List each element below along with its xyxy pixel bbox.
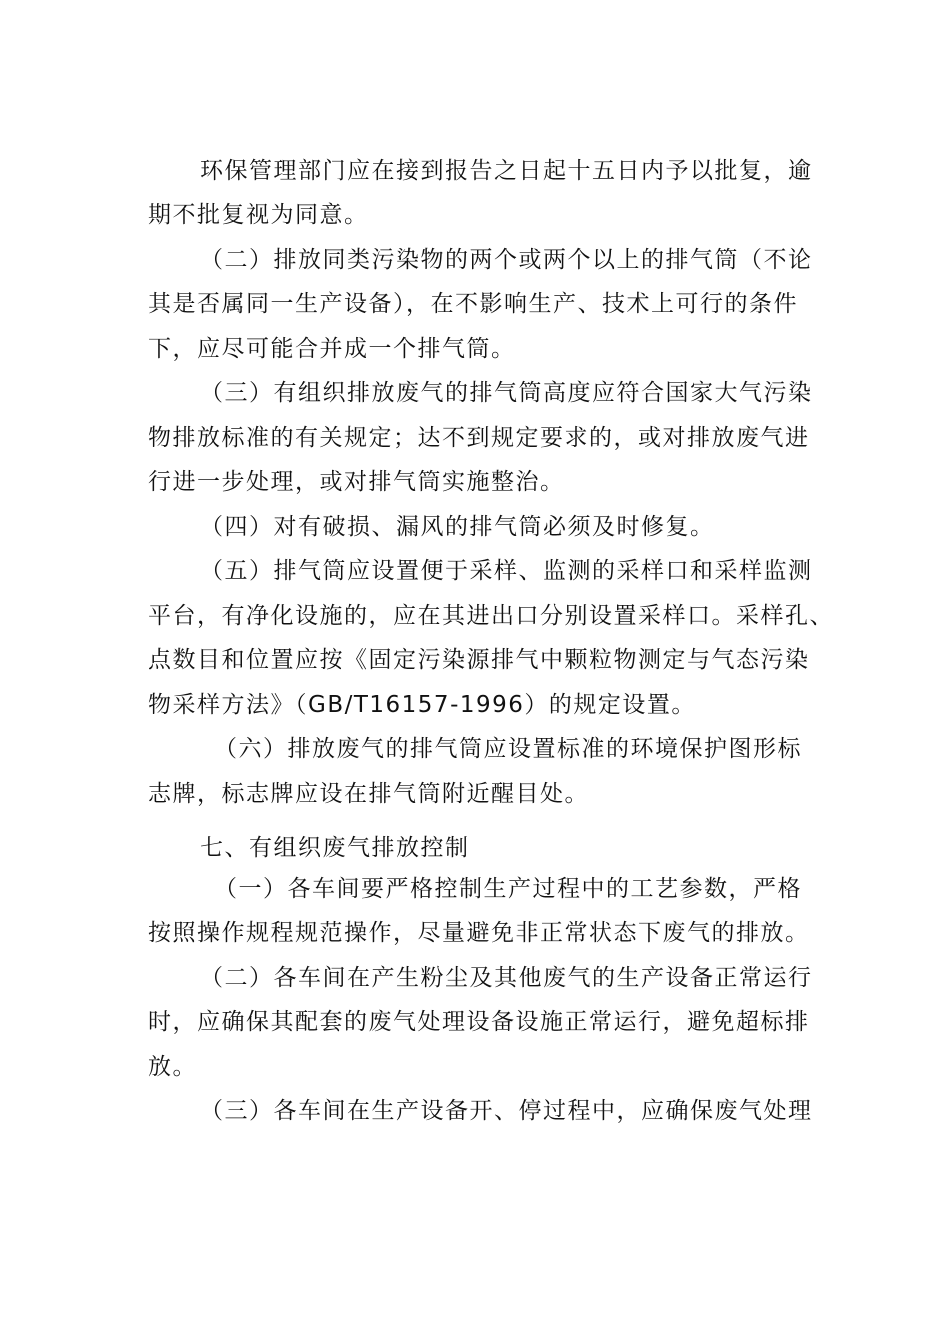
- text-line: （五）排气筒应设置便于采样、监测的采样口和采样监测: [200, 558, 813, 584]
- text-line: （三）有组织排放废气的排气筒高度应符合国家大气污染: [200, 380, 813, 406]
- text-line: （一）各车间要严格控制生产过程中的工艺参数，严格: [214, 876, 802, 902]
- text-line: （二）排放同类污染物的两个或两个以上的排气筒（不论: [200, 247, 813, 273]
- text-line: 时，应确保其配套的废气处理设备设施正常运行，避免超标排: [148, 1009, 810, 1035]
- text-line: （四）对有破损、漏风的排气筒必须及时修复。: [200, 514, 715, 540]
- text-line: 行进一步处理，或对排气筒实施整治。: [148, 469, 565, 495]
- text-line: 志牌，标志牌应设在排气筒附近醒目处。: [148, 781, 589, 807]
- text-line: 物排放标准的有关规定；达不到规定要求的，或对排放废气进: [148, 425, 810, 451]
- text-line: 点数目和位置应按《固定污染源排气中颗粒物测定与气态污染: [148, 647, 810, 673]
- text-line: 下，应尽可能合并成一个排气筒。: [148, 336, 516, 362]
- text-line: 放。: [148, 1054, 197, 1080]
- text-line: 物采样方法》（GB/T16157-1996）的规定设置。: [148, 692, 696, 718]
- text-line: （六）排放废气的排气筒应设置标准的环境保护图形标: [214, 736, 802, 762]
- text-line: 环保管理部门应在接到报告之日起十五日内予以批复，逾: [200, 158, 813, 184]
- text-line: 按照操作规程规范操作，尽量避免非正常状态下废气的排放。: [148, 920, 810, 946]
- text-line: 期不批复视为同意。: [148, 202, 369, 228]
- section-heading: 七、有组织废气排放控制: [200, 835, 470, 861]
- text-line: （三）各车间在生产设备开、停过程中，应确保废气处理: [200, 1098, 813, 1124]
- text-line: 其是否属同一生产设备），在不影响生产、技术上可行的条件: [148, 291, 798, 317]
- text-line: 平台，有净化设施的，应在其进出口分别设置采样口。采样孔、: [148, 603, 834, 629]
- text-line: （二）各车间在产生粉尘及其他废气的生产设备正常运行: [200, 965, 813, 991]
